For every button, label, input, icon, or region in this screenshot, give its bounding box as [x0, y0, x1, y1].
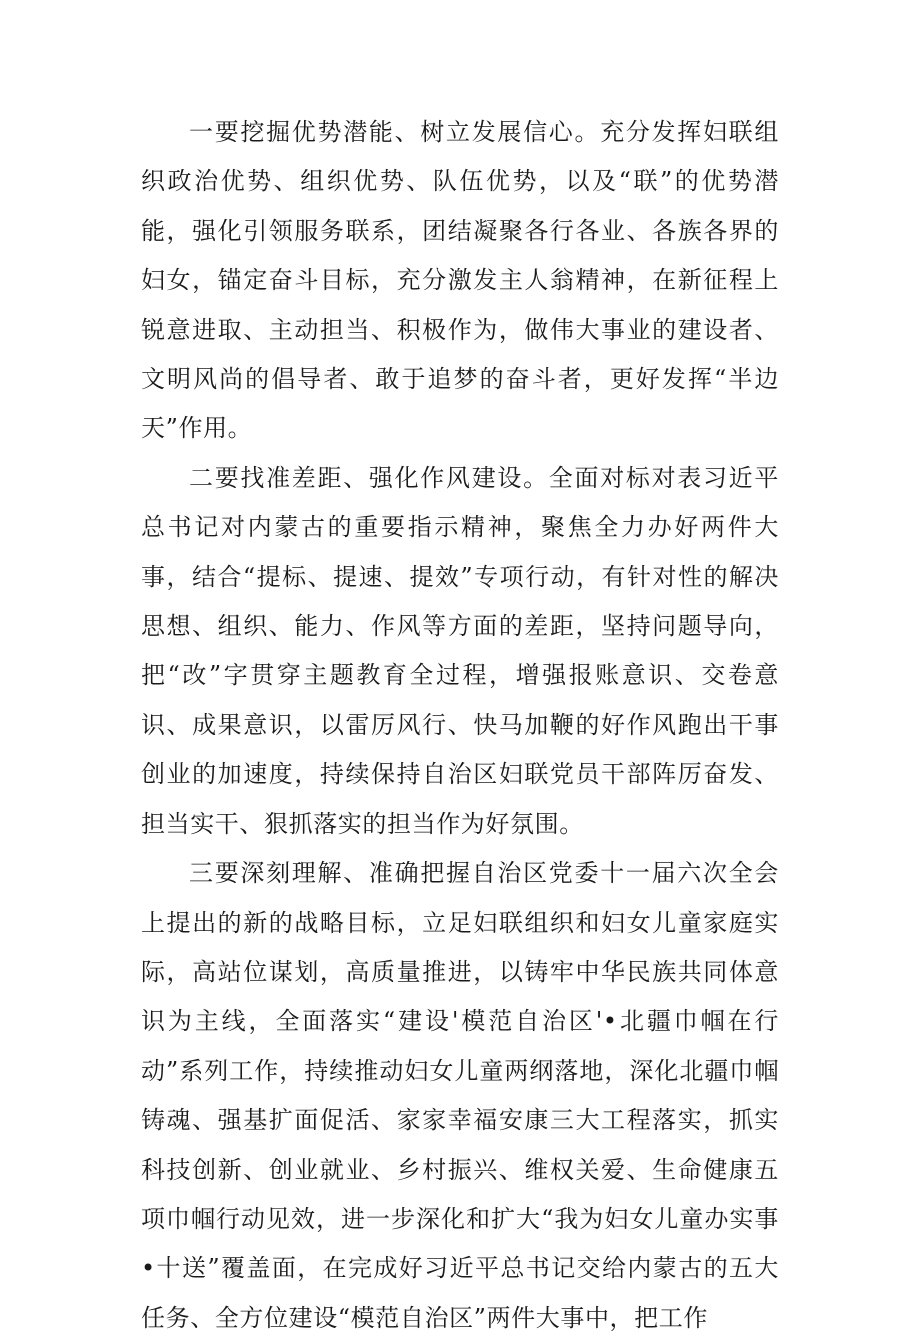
paragraph-1: 一要挖掘优势潜能、树立发展信心。充分发挥妇联组织政治优势、组织优势、队伍优势，以及“联”的优势潜能，强化引领服务联系，团结凝聚各行各业、各族各界的妇女，锚定奋斗目标，充分激发主人翁精神，在新征程上锐意进取、主动担当、积极作为，做伟大事业的建设者、文明风尚的倡导者、敢于追梦的奋斗者，更好发挥“半边天”作用。: [141, 118, 779, 443]
paragraph-2: 二要找准差距、强化作风建设。全面对标对表习近平总书记对内蒙古的重要指示精神，聚焦全力办好两件大事，结合“提标、提速、提效”专项行动，有针对性的解决思想、组织、能力、作风等方面的差距，坚持问题导向，把“改”字贯穿主题教育全过程，增强报账意识、交卷意识、成果意识，以雷厉风行、快马加鞭的好作风跑出干事创业的加速度，持续保持自治区妇联党员干部阵厉奋发、担当实干、狠抓落实的担当作为好氛围。: [141, 463, 779, 838]
document-body: [141, 108, 779, 1343]
paragraph-3: 三要深刻理解、准确把握自治区党委十一届六次全会上提出的新的战略目标，立足妇联组织和妇女儿童家庭实际，高站位谋划，高质量推进，以铸牢中华民族共同体意识为主线，全面落实“建设'模范自治区'•北疆巾帼在行动”系列工作，持续推动妇女儿童两纲落地，深化北疆巾帼铸魂、强基扩面促活、家家幸福安康三大工程落实，抓实科技创新、创业就业、乡村振兴、维权关爱、生命健康五项巾帼行动见效，进一步深化和扩大“我为妇女儿童办实事•十送”覆盖面，在完成好习近平总书记交给内蒙古的五大任务、全方位建设“模范自治区”两件大事中，把工作: [141, 859, 779, 1332]
